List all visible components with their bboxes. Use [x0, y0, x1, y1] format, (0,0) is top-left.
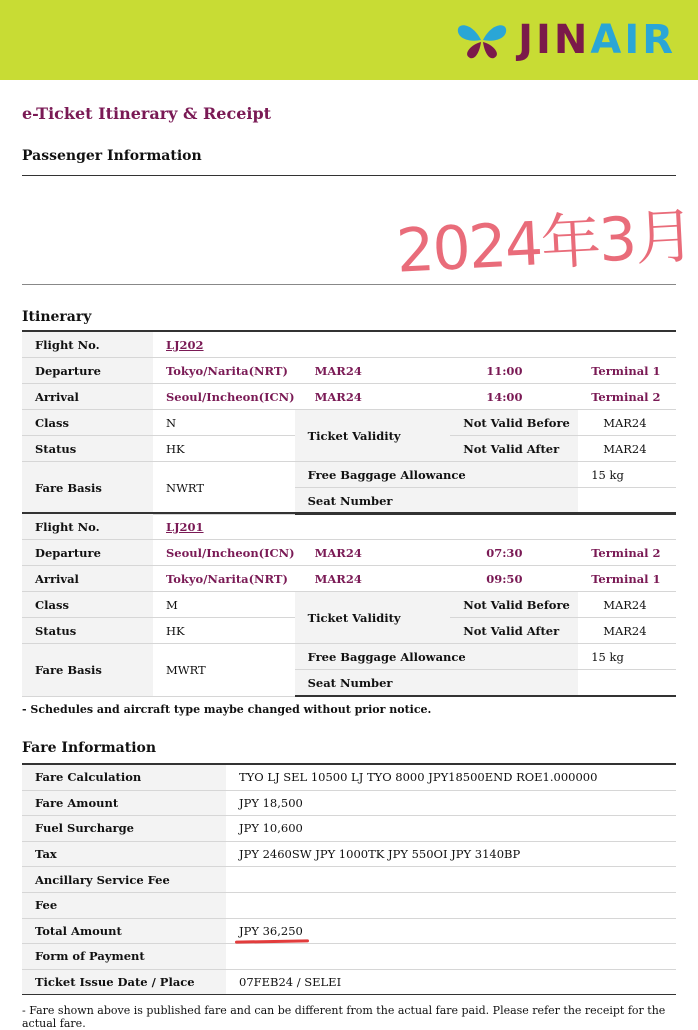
arrival-terminal: Terminal 2	[578, 384, 676, 410]
table-row	[22, 816, 676, 842]
arrival-terminal: Terminal 1	[578, 566, 676, 592]
table-row	[22, 566, 676, 592]
ancillary-fee-label: Ancillary Service Fee	[22, 867, 226, 893]
departure-terminal: Terminal 2	[578, 540, 676, 566]
total-amount-label: Total Amount	[22, 918, 226, 944]
departure-place: Tokyo/Narita(NRT)	[153, 358, 295, 384]
table-row	[22, 918, 676, 944]
payment-value	[226, 944, 676, 970]
table-row	[22, 513, 676, 540]
class-value: M	[153, 592, 295, 618]
divider	[22, 175, 676, 176]
class-label: Class	[22, 592, 153, 618]
ancillary-fee-value	[226, 867, 676, 893]
table-row	[22, 892, 676, 918]
not-valid-before-label: Not Valid Before	[450, 592, 578, 618]
ticket-validity-label: Ticket Validity	[295, 592, 451, 644]
arrival-date: MAR24	[295, 566, 451, 592]
fuel-surcharge-label: Fuel Surcharge	[22, 816, 226, 842]
itinerary-section-title: Itinerary	[22, 309, 92, 325]
page-title: e-Ticket Itinerary & Receipt	[22, 104, 272, 123]
itinerary-note: - Schedules and aircraft type maybe changed without prior notice.	[22, 703, 432, 716]
brand-wordmark: JINAIR	[518, 17, 676, 63]
fare-amount-value: JPY 18,500	[226, 790, 676, 816]
table-row	[22, 944, 676, 970]
seat-label: Seat Number	[295, 670, 579, 697]
issue-value: 07FEB24 / SELEI	[226, 969, 676, 995]
fare-footnote: - Fare shown above is published fare and can be different from the actual fare paid. Please refer the receipt for the actual fare.	[22, 1004, 666, 1030]
class-value: N	[153, 410, 295, 436]
handwritten-note: 2024年3月	[394, 201, 695, 287]
fare-table	[22, 763, 676, 995]
jinair-logo	[454, 18, 676, 62]
fare-basis-value: MWRT	[153, 644, 295, 697]
table-row	[22, 358, 676, 384]
arrival-label: Arrival	[22, 566, 153, 592]
departure-date: MAR24	[295, 540, 451, 566]
table-row	[22, 462, 676, 488]
arrival-time: 14:00	[450, 384, 578, 410]
not-valid-after-label: Not Valid After	[450, 436, 578, 462]
fare-amount-label: Fare Amount	[22, 790, 226, 816]
not-valid-after-label: Not Valid After	[450, 618, 578, 644]
fare-calculation-label: Fare Calculation	[22, 764, 226, 790]
departure-time: 11:00	[450, 358, 578, 384]
table-row	[22, 331, 676, 358]
arrival-date: MAR24	[295, 384, 451, 410]
not-valid-before-value: MAR24	[578, 410, 676, 436]
flight-number: LJ202	[166, 337, 204, 352]
header-bar	[0, 0, 698, 80]
divider	[22, 284, 676, 285]
baggage-label: Free Baggage Allowance	[295, 462, 579, 488]
departure-label: Departure	[22, 540, 153, 566]
fare-basis-label: Fare Basis	[22, 644, 153, 697]
butterfly-icon	[454, 20, 510, 60]
flight-table-1	[22, 330, 676, 515]
baggage-value: 15 kg	[578, 644, 676, 670]
fare-basis-label: Fare Basis	[22, 462, 153, 515]
not-valid-after-value: MAR24	[578, 436, 676, 462]
baggage-value: 15 kg	[578, 462, 676, 488]
passenger-section-title: Passenger Information	[22, 148, 202, 164]
class-label: Class	[22, 410, 153, 436]
issue-label: Ticket Issue Date / Place	[22, 969, 226, 995]
table-row	[22, 384, 676, 410]
fare-basis-value: NWRT	[153, 462, 295, 515]
table-row	[22, 841, 676, 867]
fee-label: Fee	[22, 892, 226, 918]
not-valid-after-value: MAR24	[578, 618, 676, 644]
flight-no-label: Flight No.	[22, 331, 153, 358]
arrival-label: Arrival	[22, 384, 153, 410]
seat-value	[578, 488, 676, 515]
status-value: HK	[153, 436, 295, 462]
total-amount-value: JPY 36,250	[239, 923, 303, 938]
departure-time: 07:30	[450, 540, 578, 566]
payment-label: Form of Payment	[22, 944, 226, 970]
status-label: Status	[22, 618, 153, 644]
fare-section-title: Fare Information	[22, 740, 157, 756]
departure-place: Seoul/Incheon(ICN)	[153, 540, 295, 566]
table-row	[22, 592, 676, 618]
table-row	[22, 790, 676, 816]
table-row	[22, 410, 676, 436]
status-label: Status	[22, 436, 153, 462]
arrival-time: 09:50	[450, 566, 578, 592]
fee-value	[226, 892, 676, 918]
arrival-place: Seoul/Incheon(ICN)	[153, 384, 295, 410]
baggage-label: Free Baggage Allowance	[295, 644, 579, 670]
seat-value	[578, 670, 676, 697]
tax-label: Tax	[22, 841, 226, 867]
status-value: HK	[153, 618, 295, 644]
arrival-place: Tokyo/Narita(NRT)	[153, 566, 295, 592]
departure-date: MAR24	[295, 358, 451, 384]
seat-label: Seat Number	[295, 488, 579, 515]
flight-no-label: Flight No.	[22, 513, 153, 540]
fuel-surcharge-value: JPY 10,600	[226, 816, 676, 842]
table-row	[22, 764, 676, 790]
tax-value: JPY 2460SW JPY 1000TK JPY 550OI JPY 3140BP	[226, 841, 676, 867]
flight-number: LJ201	[166, 519, 204, 534]
table-row	[22, 540, 676, 566]
not-valid-before-value: MAR24	[578, 592, 676, 618]
flight-table-2	[22, 512, 676, 697]
departure-terminal: Terminal 1	[578, 358, 676, 384]
ticket-validity-label: Ticket Validity	[295, 410, 451, 462]
table-row	[22, 969, 676, 995]
table-row	[22, 644, 676, 670]
not-valid-before-label: Not Valid Before	[450, 410, 578, 436]
fare-calculation-value: TYO LJ SEL 10500 LJ TYO 8000 JPY18500END ROE1.000000	[226, 764, 676, 790]
table-row	[22, 867, 676, 893]
departure-label: Departure	[22, 358, 153, 384]
